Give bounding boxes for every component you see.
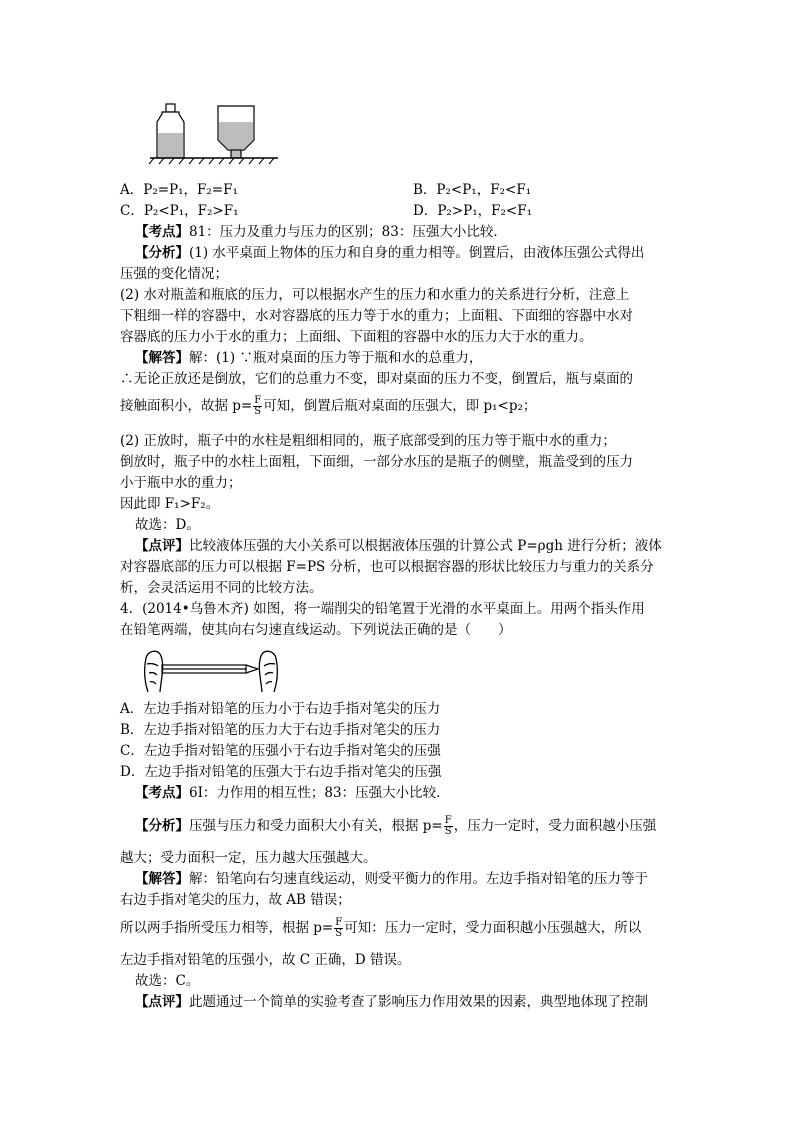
- q3-jieda-line: 倒放时，瓶子中的水柱上面粗，下面细，一部分水压的是瓶子的侧壁，瓶盖受到的压力: [120, 454, 633, 470]
- q4-answer: 故选：C。: [135, 973, 200, 989]
- q3-option-b: B．P₂<P₁，F₂<F₁: [413, 182, 532, 198]
- q3-jieda-line: 因此即 F₁>F₂。: [120, 496, 220, 512]
- q4-fenxi-line: 【分析】压强与压力和受力面积大小有关，根据 p= $\frac{F}{S}$ ，压力一定时，受力面积越小压强: [135, 815, 657, 837]
- q3-answer: 故选：D。: [135, 517, 200, 533]
- q3-dianping-line: 析，会灵活运用不同的比较方法。: [120, 580, 323, 596]
- bottle-figure: [148, 100, 280, 166]
- q4-jieda-line: 右边手指对笔尖的压力，故 AB 错误；: [120, 892, 351, 908]
- right-finger: [259, 651, 277, 692]
- q4-dianping-line: 【点评】此题通过一个简单的实验考查了影响压力作用效果的因素，典型地体现了控制: [135, 994, 648, 1010]
- q4-stem-line: 4．(2014•乌鲁木齐) 如图，将一端削尖的铅笔置于光滑的水平桌面上。用两个指头作用: [120, 601, 645, 617]
- q3-dianping-line: 对容器底部的压力可以根据 F=PS 分析，也可以根据容器的形状比较压力与重力的关系分: [120, 559, 654, 575]
- q4-jieda-line: 所以两手指所受压力相等，根据 p= $\frac{F}{S}$ 可知：压力一定时，受力面积越小压强越大，所以: [120, 917, 642, 939]
- inverted-bottle: [218, 106, 254, 158]
- pressure-formula: $\frac{F}{S}$: [254, 395, 262, 417]
- pressure-formula: $\frac{F}{S}$: [335, 917, 343, 939]
- q3-option-a: A．P₂=P₁，F₂=F₁: [120, 182, 238, 198]
- q4-option-d: D．左边手指对铅笔的压强大于右边手指对笔尖的压强: [120, 764, 442, 780]
- q3-fenxi-line: 压强的变化情况；: [120, 266, 228, 282]
- q3-fenxi-line: 【分析】(1) 水平桌面上物体的压力和自身的重力相等。倒置后，由液体压强公式得出: [135, 245, 645, 261]
- q3-kaodian: 【考点】81：压力及重力与压力的区别；83：压强大小比较．: [135, 224, 507, 240]
- q4-kaodian: 【考点】6I：力作用的相互性；83：压强大小比较．: [135, 785, 450, 801]
- q3-jieda-line: 【解答】解：(1) ∵瓶对桌面的压力等于瓶和水的总重力，: [135, 350, 483, 366]
- q4-fenxi-line: 越大；受力面积一定，压力越大压强越大。: [120, 850, 377, 866]
- upright-bottle: [157, 104, 184, 158]
- q4-option-b: B．左边手指对铅笔的压力大于右边手指对笔尖的压力: [120, 722, 441, 738]
- q4-stem-line: 在铅笔两端，使其向右匀速直线运动。下列说法正确的是（ ）: [120, 622, 512, 638]
- q4-option-c: C．左边手指对铅笔的压强小于右边手指对笔尖的压强: [120, 743, 441, 759]
- left-finger: [145, 651, 163, 692]
- q3-option-c: C．P₂<P₁，F₂>F₁: [120, 203, 239, 219]
- q3-option-d: D．P₂>P₁，F₂<F₁: [413, 203, 532, 219]
- q4-option-a: A．左边手指对铅笔的压力小于右边手指对笔尖的压力: [120, 701, 441, 717]
- q3-jieda-line: 接触面积小，故据 p= $\frac{F}{S}$ 可知，倒置后瓶对桌面的压强大，即 p₁<p₂；: [120, 395, 537, 417]
- q3-jieda-line: 小于瓶中水的重力；: [120, 475, 242, 491]
- q3-jieda-line: ∴无论正放还是倒放，它们的总重力不变，即对桌面的压力不变，倒置后，瓶与桌面的: [120, 371, 633, 387]
- pencil-figure: [140, 646, 280, 694]
- q3-fenxi-line: 下粗细一样的容器中，水对容器底的压力等于水的重力；上面粗、下面细的容器中水对: [120, 308, 633, 324]
- pencil: [162, 665, 258, 673]
- q3-jieda-line: (2) 正放时，瓶子中的水柱是粗细相同的，瓶子底部受到的压力等于瓶中水的重力；: [120, 433, 616, 449]
- q4-jieda-line: 【解答】解：铅笔向右匀速直线运动，则受平衡力的作用。左边手指对铅笔的压力等于: [135, 871, 648, 887]
- q3-fenxi-line: 容器底的压力小于水的重力；上面细、下面粗的容器中水的压力大于水的重力。: [120, 329, 593, 345]
- q3-dianping-line: 【点评】比较液体压强的大小关系可以根据液体压强的计算公式 P=ρgh 进行分析；液体: [135, 538, 662, 554]
- pressure-formula: $\frac{F}{S}$: [444, 815, 452, 837]
- q3-fenxi-line: (2) 水对瓶盖和瓶底的压力，可以根据水产生的压力和水重力的关系进行分析，注意上: [120, 287, 630, 303]
- q4-jieda-line: 左边手指对铅笔的压强小，故 C 正确，D 错误。: [120, 952, 411, 968]
